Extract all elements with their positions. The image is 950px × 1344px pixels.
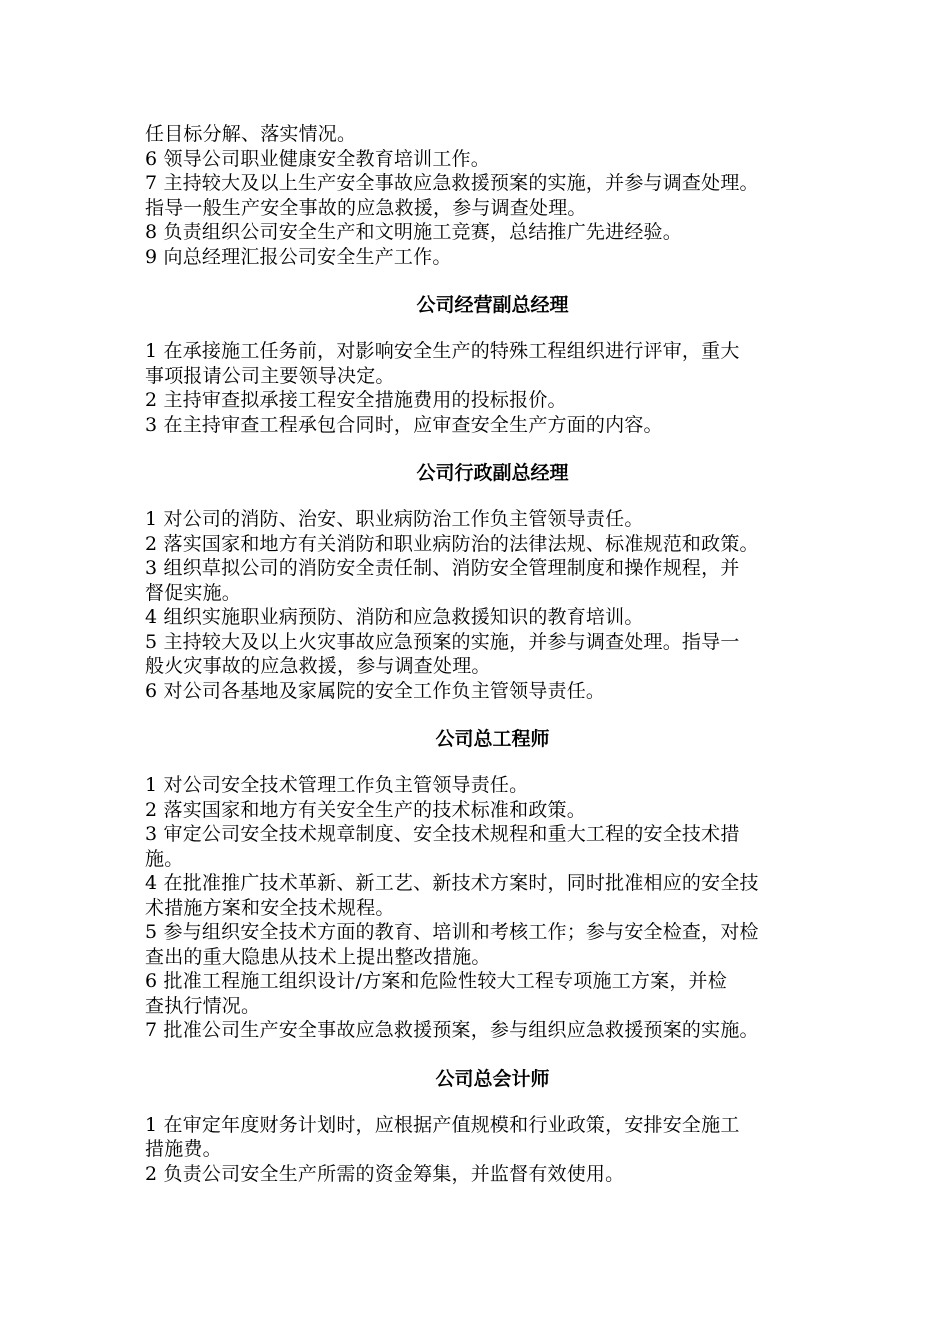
text-line: 8 负责组织公司安全生产和文明施工竞赛，总结推广先进经验。 [145, 221, 682, 243]
text-line: 5 主持较大及以上火灾事故应急预案的实施，并参与调查处理。指导一 [145, 630, 740, 653]
text-line: 4 组织实施职业病预防、消防和应急救援知识的教育培训。 [145, 606, 644, 628]
text-line: 6 批准工程施工组织设计/方案和危险性较大工程专项施工方案，并检 [145, 970, 727, 992]
section-title: 公司行政副总经理 [416, 462, 569, 484]
document-body [145, 122, 865, 1186]
spacer [145, 1091, 865, 1113]
text-line: 施。 [145, 847, 184, 870]
text-line: 般火灾事故的应急救援，参与调查处理。 [145, 655, 491, 677]
spacer [145, 269, 865, 293]
text-line: 1 对公司安全技术管理工作负主管领导责任。 [145, 774, 529, 796]
text-line: 3 在主持审查工程承包合同时，应审查安全生产方面的内容。 [145, 413, 663, 436]
section-title: 公司总工程师 [435, 728, 550, 750]
text-line: 3 组织草拟公司的消防安全责任制、消防安全管理制度和操作规程，并 [145, 557, 740, 579]
text-line: 2 主持审查拟承接工程安全措施费用的投标报价。 [145, 389, 567, 411]
spacer [145, 703, 865, 727]
text-line: 2 负责公司安全生产所需的资金筹集，并监督有效使用。 [145, 1162, 625, 1185]
spacer [145, 437, 865, 461]
text-line: 1 在承接施工任务前，对影响安全生产的特殊工程组织进行评审，重大 [145, 340, 740, 362]
section-title: 公司总会计师 [435, 1067, 550, 1090]
text-line: 7 批准公司生产安全事故应急救援预案，参与组织应急救援预案的实施。 [145, 1019, 759, 1041]
text-line: 术措施方案和安全技术规程。 [145, 896, 395, 919]
text-line: 事项报请公司主要领导决定。 [145, 364, 395, 387]
text-line: 6 对公司各基地及家属院的安全工作负主管领导责任。 [145, 679, 606, 702]
spacer [145, 485, 865, 507]
text-line: 9 向总经理汇报公司安全生产工作。 [145, 245, 452, 268]
text-line: 5 参与组织安全技术方面的教育、培训和考核工作；参与安全检查，对检 [145, 921, 759, 943]
text-line: 6 领导公司职业健康安全教育培训工作。 [145, 147, 490, 170]
text-line: 指导一般生产安全事故的应急救援，参与调查处理。 [145, 196, 587, 219]
spacer [145, 751, 865, 773]
text-line: 2 落实国家和地方有关消防和职业病防治的法律法规、标准规范和政策。 [145, 532, 759, 555]
text-line: 2 落实国家和地方有关安全生产的技术标准和政策。 [145, 798, 586, 821]
spacer [145, 317, 865, 339]
text-line: 督促实施。 [145, 581, 242, 604]
text-line: 3 审定公司安全技术规章制度、安全技术规程和重大工程的安全技术措 [145, 823, 740, 845]
text-line: 1 在审定年度财务计划时，应根据产值规模和行业政策，安排安全施工 [145, 1113, 740, 1136]
text-line: 7 主持较大及以上生产安全事故应急救援预案的实施，并参与调查处理。 [145, 172, 759, 194]
section-title: 公司经营副总经理 [416, 294, 569, 316]
spacer [145, 1043, 865, 1067]
text-line: 查执行情况。 [145, 994, 261, 1017]
text-line: 查出的重大隐患从技术上提出整改措施。 [145, 945, 491, 968]
text-line: 措施费。 [145, 1138, 222, 1160]
text-line: 1 对公司的消防、治安、职业病防治工作负主管领导责任。 [145, 508, 644, 530]
text-line: 任目标分解、落实情况。 [145, 123, 357, 145]
text-line: 4 在批准推广技术革新、新工艺、新技术方案时，同时批准相应的安全技 [145, 872, 759, 894]
